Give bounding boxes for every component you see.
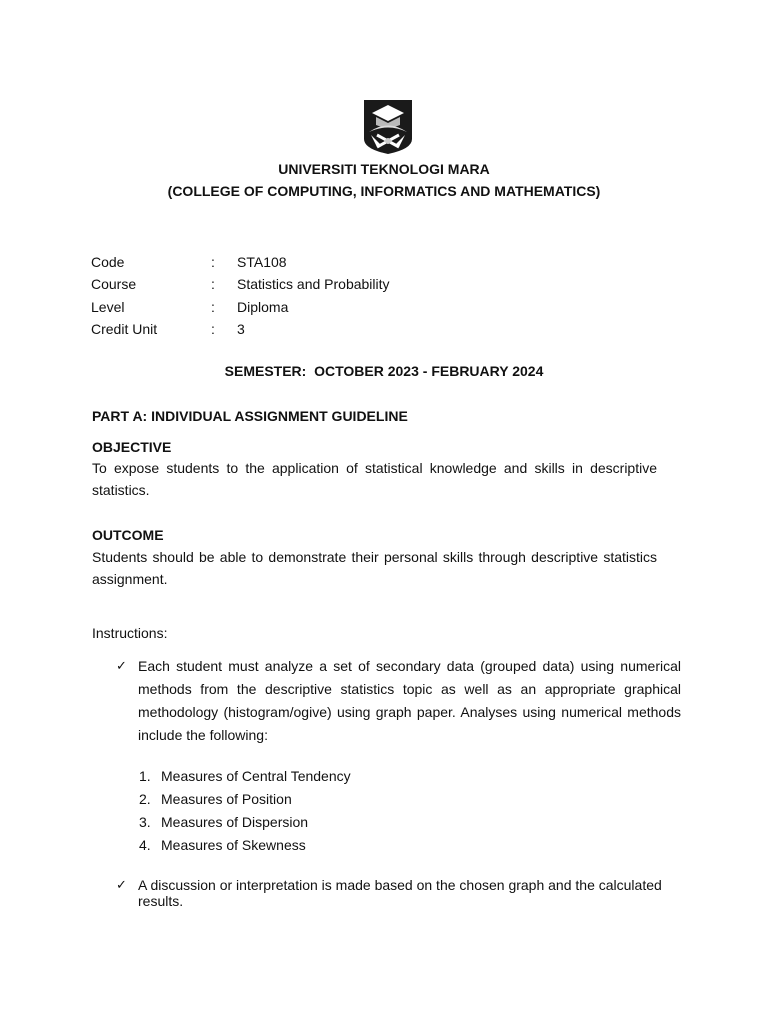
outcome-heading: OUTCOME	[92, 527, 164, 543]
list-number: 4.	[139, 837, 151, 853]
info-value: STA108	[237, 254, 287, 270]
info-value: Statistics and Probability	[237, 276, 390, 292]
list-text: Measures of Dispersion	[161, 814, 309, 830]
info-label: Course	[91, 276, 137, 292]
info-label: Level	[91, 299, 125, 315]
uitm-crest-icon	[363, 99, 413, 155]
instruction-bullet-1: Each student must analyze a set of secondary data (grouped data) using numerical methods from the descriptive statistics topic as well as an appropriate graphical methodology (histogram/ogive) using graph paper. Analyses using numerical methods include the following:	[138, 658, 681, 743]
info-label: Code	[91, 254, 125, 270]
info-row-level	[91, 299, 491, 319]
list-text: Measures of Position	[161, 791, 292, 807]
list-text: Measures of Central Tendency	[161, 768, 351, 784]
checkmark-icon: ✓	[116, 877, 127, 892]
university-name: UNIVERSITI TEKNOLOGI MARA	[278, 161, 490, 177]
info-value: 3	[237, 321, 245, 337]
info-row-code	[91, 254, 491, 274]
list-text: Measures of Skewness	[161, 837, 306, 853]
checkmark-icon: ✓	[116, 658, 127, 673]
info-separator: :	[211, 276, 215, 292]
info-separator: :	[211, 321, 215, 337]
part-title: PART A: INDIVIDUAL ASSIGNMENT GUIDELINE	[92, 408, 408, 424]
info-separator: :	[211, 254, 215, 270]
list-item	[139, 768, 351, 784]
semester-line: SEMESTER: OCTOBER 2023 - FEBRUARY 2024	[224, 363, 544, 379]
objective-heading: OBJECTIVE	[92, 439, 172, 455]
list-item	[139, 791, 292, 807]
objective-text: To expose students to the application of statistical knowledge and skills in descriptive statistics.	[92, 460, 657, 498]
instructions-label: Instructions:	[92, 625, 168, 641]
list-number: 2.	[139, 791, 151, 807]
list-item	[139, 814, 308, 830]
college-name: (COLLEGE OF COMPUTING, INFORMATICS AND MATHEMATICS)	[167, 183, 601, 199]
info-value: Diploma	[237, 299, 289, 315]
info-row-credit-unit	[91, 321, 491, 341]
instruction-bullet-2: A discussion or interpretation is made based on the chosen graph and the calculated results.	[138, 877, 662, 909]
info-label: Credit Unit	[91, 321, 158, 337]
list-item	[139, 837, 306, 853]
list-number: 1.	[139, 768, 151, 784]
university-logo	[363, 99, 413, 155]
info-separator: :	[211, 299, 215, 315]
list-number: 3.	[139, 814, 151, 830]
outcome-text: Students should be able to demonstrate their personal skills through descriptive statistics assignment.	[92, 549, 657, 587]
info-row-course	[91, 276, 491, 296]
